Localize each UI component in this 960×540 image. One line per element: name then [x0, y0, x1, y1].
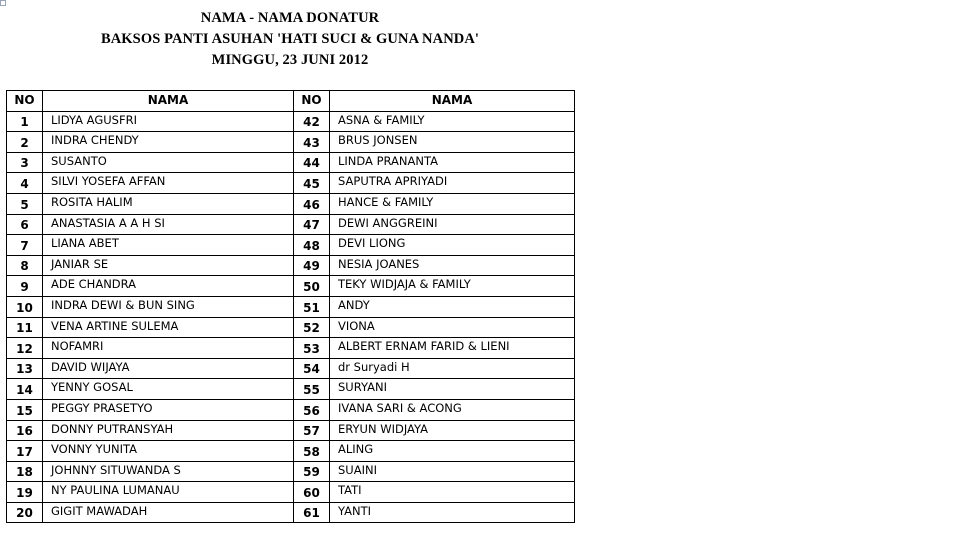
table-row	[7, 111, 575, 132]
table-row	[7, 255, 575, 276]
title-line-3: MINGGU, 23 JUNI 2012	[211, 52, 369, 68]
donor-number-right: 58	[294, 441, 330, 462]
table-row	[7, 235, 575, 256]
donor-number-right: 51	[294, 296, 330, 317]
donor-name-left: LIDYA AGUSFRI	[43, 111, 294, 132]
table-row	[7, 420, 575, 441]
table-row	[7, 502, 575, 523]
donor-number-left: 2	[7, 132, 43, 153]
donor-name-right: ASNA & FAMILY	[330, 111, 575, 132]
table-row	[7, 482, 575, 503]
donor-name-left: ADE CHANDRA	[43, 276, 294, 297]
table-row	[7, 317, 575, 338]
donor-number-left: 1	[7, 111, 43, 132]
donor-number-right: 50	[294, 276, 330, 297]
header-no-left: NO	[7, 91, 43, 112]
donor-number-left: 11	[7, 317, 43, 338]
donor-number-right: 48	[294, 235, 330, 256]
table-row	[7, 338, 575, 359]
donor-name-right: YANTI	[330, 502, 575, 523]
donor-name-right: ALBERT ERNAM FARID & LIENI	[330, 338, 575, 359]
donor-name-left: GIGIT MAWADAH	[43, 502, 294, 523]
donor-name-left: JOHNNY SITUWANDA S	[43, 461, 294, 482]
donor-name-left: VENA ARTINE SULEMA	[43, 317, 294, 338]
donor-number-left: 20	[7, 502, 43, 523]
donor-number-right: 59	[294, 461, 330, 482]
table-row	[7, 214, 575, 235]
donor-number-left: 4	[7, 173, 43, 194]
table-row	[7, 152, 575, 173]
broken-image-icon	[0, 0, 6, 6]
donor-number-right: 42	[294, 111, 330, 132]
donor-name-right: IVANA SARI & ACONG	[330, 399, 575, 420]
donor-name-left: NOFAMRI	[43, 338, 294, 359]
donor-name-right: DEVI LIONG	[330, 235, 575, 256]
donor-name-right: ALING	[330, 441, 575, 462]
table-row	[7, 173, 575, 194]
donor-name-left: NY PAULINA LUMANAU	[43, 482, 294, 503]
donor-table	[6, 90, 575, 523]
donor-name-right: NESIA JOANES	[330, 255, 575, 276]
donor-number-left: 6	[7, 214, 43, 235]
table-row	[7, 276, 575, 297]
donor-name-left: ANASTASIA A A H SI	[43, 214, 294, 235]
donor-name-right: SURYANI	[330, 379, 575, 400]
donor-name-right: ERYUN WIDJAYA	[330, 420, 575, 441]
donor-number-left: 15	[7, 399, 43, 420]
donor-name-left: SUSANTO	[43, 152, 294, 173]
table-row	[7, 379, 575, 400]
donor-name-right: LINDA PRANANTA	[330, 152, 575, 173]
donor-number-right: 56	[294, 399, 330, 420]
donor-number-left: 10	[7, 296, 43, 317]
donor-number-right: 47	[294, 214, 330, 235]
donor-name-right: DEWI ANGGREINI	[330, 214, 575, 235]
donor-number-right: 45	[294, 173, 330, 194]
donor-number-left: 14	[7, 379, 43, 400]
donor-name-left: JANIAR SE	[43, 255, 294, 276]
donor-name-right: SUAINI	[330, 461, 575, 482]
table-header-row	[7, 91, 575, 112]
table-row	[7, 441, 575, 462]
donor-number-right: 49	[294, 255, 330, 276]
donor-number-right: 54	[294, 358, 330, 379]
donor-number-right: 53	[294, 338, 330, 359]
donor-number-left: 8	[7, 255, 43, 276]
donor-name-right: TEKY WIDJAJA & FAMILY	[330, 276, 575, 297]
donor-name-left: INDRA DEWI & BUN SING	[43, 296, 294, 317]
title-line-2: BAKSOS PANTI ASUHAN 'HATI SUCI & GUNA NANDA'	[100, 31, 480, 47]
donor-name-right: HANCE & FAMILY	[330, 193, 575, 214]
donor-name-left: VONNY YUNITA	[43, 441, 294, 462]
donor-number-right: 46	[294, 193, 330, 214]
donor-name-left: YENNY GOSAL	[43, 379, 294, 400]
donor-number-right: 57	[294, 420, 330, 441]
document-title	[0, 8, 580, 71]
donor-number-right: 55	[294, 379, 330, 400]
header-name-left: NAMA	[43, 91, 294, 112]
header-no-right: NO	[294, 91, 330, 112]
donor-name-left: LIANA ABET	[43, 235, 294, 256]
donor-name-right: VIONA	[330, 317, 575, 338]
table-row	[7, 399, 575, 420]
donor-number-left: 13	[7, 358, 43, 379]
donor-number-left: 5	[7, 193, 43, 214]
table-row	[7, 461, 575, 482]
donor-table-body	[7, 111, 575, 523]
donor-number-left: 17	[7, 441, 43, 462]
donor-name-right: BRUS JONSEN	[330, 132, 575, 153]
donor-name-right: dr Suryadi H	[330, 358, 575, 379]
table-row	[7, 358, 575, 379]
header-name-right: NAMA	[330, 91, 575, 112]
donor-number-right: 43	[294, 132, 330, 153]
donor-name-right: SAPUTRA APRIYADI	[330, 173, 575, 194]
donor-number-left: 7	[7, 235, 43, 256]
donor-number-right: 52	[294, 317, 330, 338]
title-line-1: NAMA - NAMA DONATUR	[200, 10, 380, 26]
donor-number-right: 61	[294, 502, 330, 523]
donor-name-left: ROSITA HALIM	[43, 193, 294, 214]
donor-name-left: DAVID WIJAYA	[43, 358, 294, 379]
donor-name-right: TATI	[330, 482, 575, 503]
donor-number-right: 44	[294, 152, 330, 173]
donor-number-right: 60	[294, 482, 330, 503]
donor-name-right: ANDY	[330, 296, 575, 317]
donor-number-left: 3	[7, 152, 43, 173]
table-row	[7, 193, 575, 214]
donor-number-left: 12	[7, 338, 43, 359]
table-row	[7, 296, 575, 317]
donor-number-left: 9	[7, 276, 43, 297]
donor-name-left: DONNY PUTRANSYAH	[43, 420, 294, 441]
table-row	[7, 132, 575, 153]
donor-number-left: 16	[7, 420, 43, 441]
donor-number-left: 18	[7, 461, 43, 482]
donor-name-left: INDRA CHENDY	[43, 132, 294, 153]
donor-name-left: PEGGY PRASETYO	[43, 399, 294, 420]
donor-number-left: 19	[7, 482, 43, 503]
donor-name-left: SILVI YOSEFA AFFAN	[43, 173, 294, 194]
